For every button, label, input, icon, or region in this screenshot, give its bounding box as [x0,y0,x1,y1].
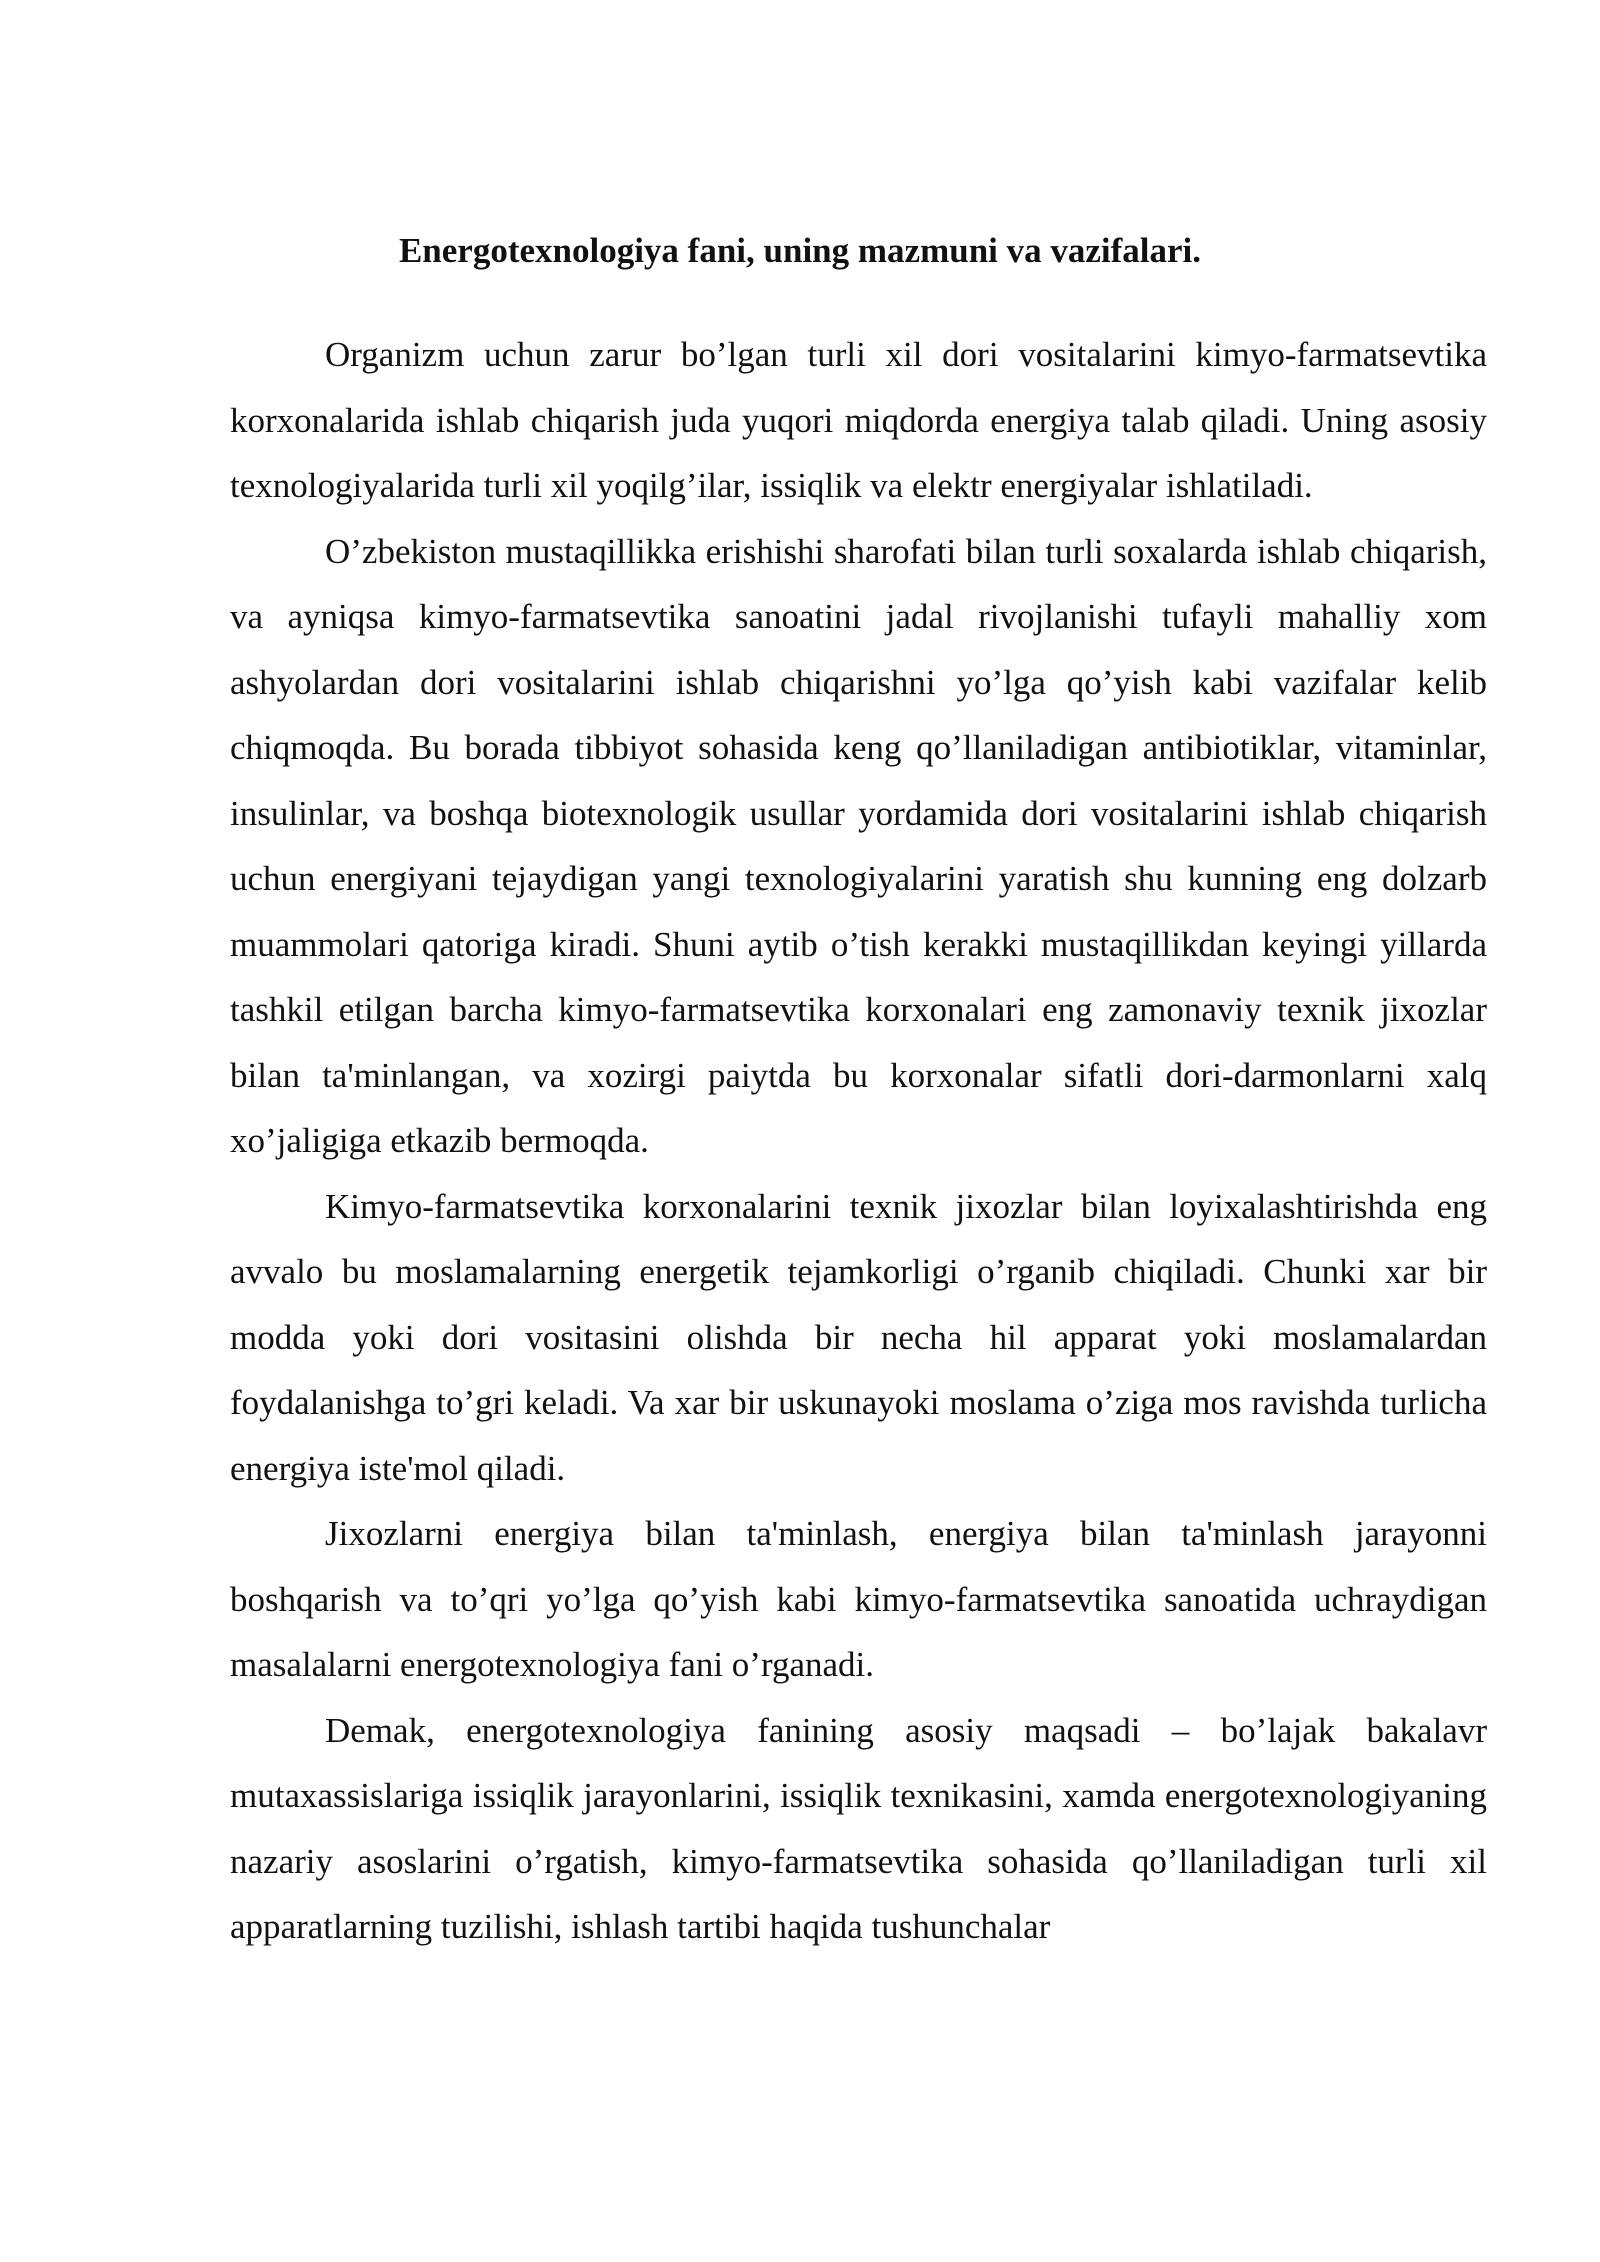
document-title: Energotexnologiya fani, uning mazmuni va vazifalari. [398,231,1202,270]
paragraph: Kimyo-farmatsevtika korxonalarini texnik jixozlar bilan loyixalashtirishda eng avvalo bu moslamalarning energetik tejamkorligi o’rganib chiqiladi. Chunki xar bir modda yoki dori vositasini olishda bir necha hil apparat yoki moslamalardan foydalanishga to’gri keladi. Va xar bir uskunayoki moslama o’ziga mos ravishda turlicha energiya iste'mol qiladi. [230,1186,1487,1488]
paragraph: Organizm uchun zarur bo’lgan turli xil dori vositalarini kimyo-farmatsevtika korxonalarida ishlab chiqarish juda yuqori miqdorda energiya talab qiladi. Uning asosiy texnologiyalarida turli xil yoqilg’ilar, issiqlik va elektr energiyalar ishlatiladi. [230,335,1487,505]
document-body [230,322,1487,1960]
paragraph: Jixozlarni energiya bilan ta'minlash, energiya bilan ta'minlash jarayonni boshqarish va to’qri yo’lga qo’yish kabi kimyo-farmatsevtika sanoatida uchraydigan masalalarni energotexnologiya fani o’rganadi. [230,1514,1487,1684]
paragraph: O’zbekiston mustaqillikka erishishi sharofati bilan turli soxalarda ishlab chiqarish, va ayniqsa kimyo-farmatsevtika sanoatini jadal rivojlanishi tufayli mahalliy xom ashyolardan dori vositalarini ishlab chiqarishni yo’lga qo’yish kabi vazifalar kelib chiqmoqda. Bu borada tibbiyot sohasida keng qo’llaniladigan antibiotiklar, vitaminlar, insulinlar, va boshqa biotexnologik usullar yordamida dori vositalarini ishlab chiqarish uchun energiyani tejaydigan yangi texnologiyalarini yaratish shu kunning eng dolzarb muammolari qatoriga kiradi. Shuni aytib o’tish kerakki mustaqillikdan keyingi yillarda tashkil etilgan barcha kimyo-farmatsevtika korxonalari eng zamonaviy texnik jixozlar bilan ta'minlangan, va xozirgi paiytda bu korxonalar sifatli dori-darmonlarni xalq xo’jaligiga etkazib bermoqda. [230,531,1487,1160]
paragraph: Demak, energotexnologiya fanining asosiy maqsadi – bo’lajak bakalavr mutaxassislariga issiqlik jarayonlarini, issiqlik texnikasini, xamda energotexnologiyaning nazariy asoslarini o’rgatish, kimyo-farmatsevtika sohasida qo’llaniladigan turli xil apparatlarning tuzilishi, ishlash tartibi haqida tushunchalar [230,1710,1487,1946]
